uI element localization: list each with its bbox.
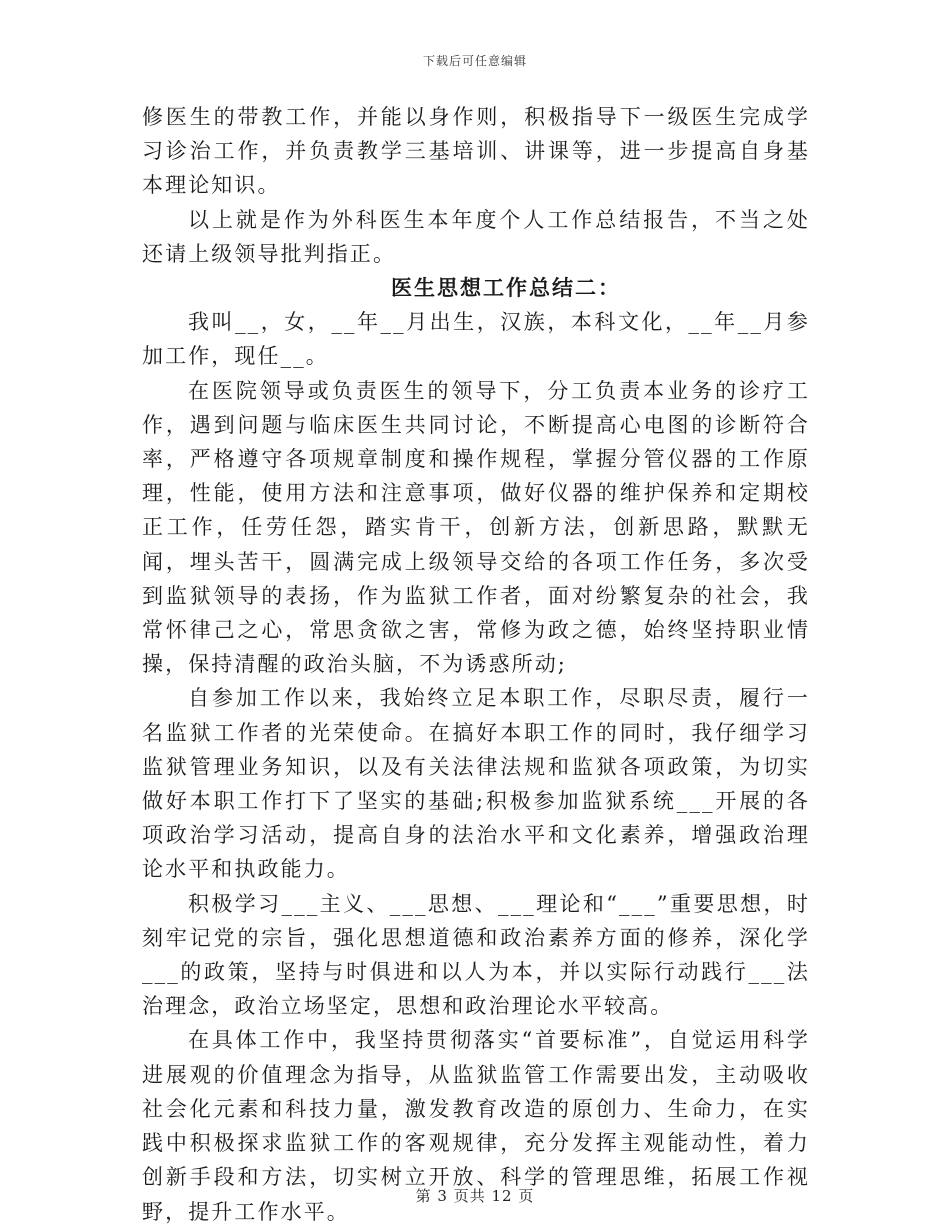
paragraph-duties: 在医院领导或负责医生的领导下，分工负责本业务的诊疗工作，遇到问题与临床医生共同讨论，不断提高心电图的诊断符合率，严格遵守各项规章制度和操作规程，掌握分管仪器的工作原理，性能，使用方法和注意事项，做好仪器的维护保养和定期校正工作，任劳任怨，踏实肯干，创新方法，创新思路，默默无闻，埋头苦干，圆满完成上级领导交给的各项工作任务，多次受到监狱领导的表扬，作为监狱工作者，面对纷繁复杂的社会，我常怀律己之心，常思贪欲之害，常修为政之德，始终坚持职业情操，保持清醒的政治头脑，不为诱惑所动;	[142, 378, 810, 677]
paragraph-practice: 在具体工作中，我坚持贯彻落实“首要标准”，自觉运用科学进展观的价值理念为指导，从监狱监管工作需要出发，主动吸收社会化元素和科技力量，激发教育改造的原创力、生命力，在实践中积极探求监狱工作的客观规律，充分发挥主观能动性，着力创新手段和方法，切实树立开放、科学的管理思维，拓展工作视野，提升工作水平。	[142, 1028, 810, 1224]
paragraph-continuation: 修医生的带教工作，并能以身作则，积极指导下一级医生完成学习诊治工作，并负责教学三基培训、讲课等，进一步提高自身基本理论知识。	[142, 105, 810, 198]
document-body	[142, 100, 810, 1229]
section-heading: 医生思想工作总结二：	[391, 275, 621, 301]
paragraph-intro: 我叫__，女，__年__月出生，汉族，本科文化，__年__月参加工作，现任__。	[142, 310, 810, 369]
page-header-note: 下载后可任意编辑	[422, 54, 527, 68]
paragraph-study: 积极学习___主义、___思想、___理论和“___”重要思想，时刻牢记党的宗旨，强化思想道德和政治素养方面的修养，深化学___的政策，坚持与时俱进和以人为本，并以实际行动践行___法治理念，政治立场坚定，思想和政治理论水平较高。	[142, 891, 810, 1019]
paragraph-work-since: 自参加工作以来，我始终立足本职工作，尽职尽责，履行一名监狱工作者的光荣使命。在搞好本职工作的同时，我仔细学习监狱管理业务知识，以及有关法律法规和监狱各项政策，为切实做好本职工作打下了坚实的基础;积极参加监狱系统___开展的各项政治学习活动，提高自身的法治水平和文化素养，增强政治理论水平和执政能力。	[142, 686, 810, 882]
paragraph-closing: 以上就是作为外科医生本年度个人工作总结报告，不当之处还请上级领导批判指正。	[142, 207, 810, 266]
page-number-footer: 第 3 页共 12 页	[415, 1187, 535, 1205]
